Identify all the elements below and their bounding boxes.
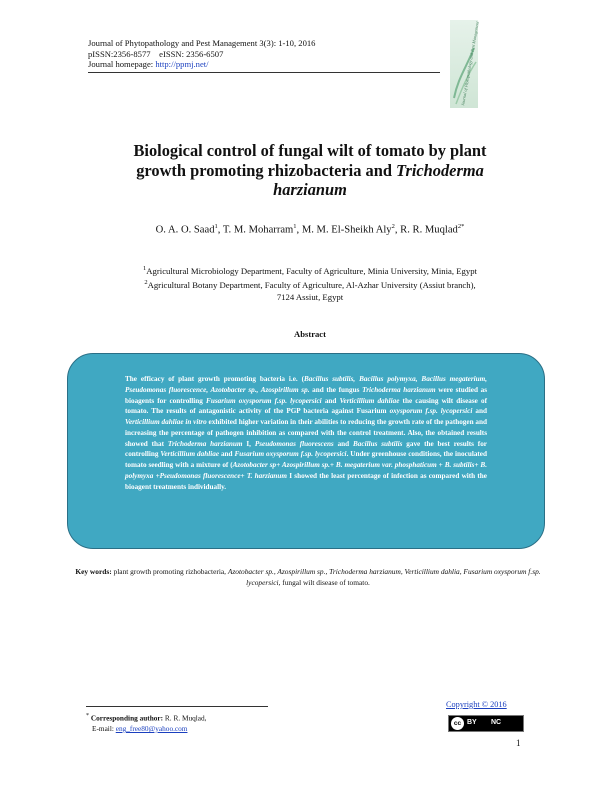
abstract-span: I, [242,439,255,448]
copyright-link[interactable]: Copyright © 2016 [446,700,507,709]
title-species-2: harzianum [273,180,347,199]
abstract-species: Azotobacter sp+ Azospirillum sp.+ B. megaterium var. phosphaticum + B. subtilis+ B. polymyxa +Pseudomonas fluorescence+ T. harzianum [125,461,487,480]
title-line-2 [60,161,560,181]
journal-logo [446,18,482,110]
corr-label: Corresponding author: [89,713,164,723]
abstract-span: and [219,450,235,459]
email-label: E-mail: [92,724,116,734]
logo-wordmark: Journal of Phytopathology and Pest Management [460,21,480,107]
abstract-span: gave the best results for controlling [125,439,487,459]
keywords-text: plant growth promoting rizhobacteria, [111,567,228,576]
abstract-species: Verticillium dahliae in vitro [125,418,207,426]
author-affil: 1 [214,223,218,230]
author-affil: 1 [293,223,297,230]
abstract-species: Trichoderma harzianum [362,385,436,394]
title-species: Trichoderma [396,160,484,180]
abstract-species: Verticillium dahliae [160,450,220,459]
email-link[interactable]: eng_free80@yahoo.com [115,724,188,734]
affiliations [60,263,560,303]
title-line-1: Biological control of fungal wilt of tomato by plant [133,141,487,160]
abstract-species: Pseudomonas fluorescens [254,439,334,448]
affil-text: Agricultural Botany Department, Faculty of Agriculture, Al-Azhar University (Assiut branch), [147,280,476,291]
author: M. M. El-Sheikh Aly [301,224,392,236]
journal-header [88,38,315,70]
keywords-species: Azotobacter sp., Azospirillum sp., Trichoderma harzianum, Verticillium dahlia, Fusarium oxysporum f.sp. lycopersici, [227,567,541,587]
author: O. A. O. Saad [155,224,215,236]
abstract-span: and the fungus [309,385,363,394]
cc-by-label: BY [467,719,477,726]
abstract-species: Fusarium oxysporum f.sp. lycopersici [206,396,322,405]
affiliation-2 [60,277,560,291]
author: T. M. Moharram [222,224,294,236]
affil-text: Agricultural Microbiology Department, Faculty of Agriculture, Minia University, Minia, Egypt [146,265,477,276]
title-text: growth promoting rhizobacteria and [136,160,397,180]
abstract-span: the causing wilt disease of tomato. The results of antagonistic activity of the PGP bacteria against Fusarium [125,396,487,416]
abstract-span: . Under greenhouse conditions, the inoculated tomato seedling with a mixture of ( [125,450,487,469]
abstract-span: were studied as bioagents for controlling [125,385,487,405]
corr-line [86,711,207,724]
email-line [86,724,207,735]
abstract-species: Trichoderma harzianum [167,439,243,448]
issn-print: pISSN:2356-8577 [88,48,151,59]
abstract-span: and [333,439,354,448]
header-rule [88,72,440,73]
author-list: O. A. O. Saad$^1$, T. M. Moharram$^1$, M. M. El-Sheikh Aly$^2$, R. R. Muqlad$^{2*}$ [155,223,465,236]
corr-sup: * [86,713,90,719]
affiliation-2-cont: 7124 Assiut, Egypt [276,291,344,302]
author-affil: 2* [457,223,465,230]
title-line-3 [60,180,560,200]
abstract-span: I showed the least percentage of infection as compared with the bioagent treatments individually. [125,471,487,491]
keywords-text: fungal wilt disease of tomato. [280,578,370,587]
homepage-label: Journal homepage: [88,59,156,70]
abstract-text [125,374,487,492]
abstract-species: Fusarium oxysporum f.sp. lycopersici [234,450,347,459]
cc-logo-icon: cc [451,717,464,730]
issn-online: eISSN: 2356-6507 [159,48,224,59]
journal-citation: Journal of Phytopathology and Pest Management 3(3): 1-10, 2016 [88,38,316,48]
author-affil: 2 [391,223,395,230]
affil-sup: 1 [143,265,147,272]
abstract-span: and [472,407,488,416]
abstract-species: oxysporum f.sp. lycopersici [389,407,473,416]
keywords-label: Key words: [75,567,112,576]
paper-title [60,141,560,200]
abstract-species: Bacillus subtilis, Bacillus polymyxa, Bacillus megaterium, Pseudomonas fluorescence, Azotobacter sp., Azospirillum sp. [125,375,487,394]
author: R. R. Muqlad [400,224,458,236]
abstract-heading: Abstract [294,329,326,339]
affil-sup: 2 [144,279,148,287]
affiliation-1 [60,263,560,277]
keywords [70,566,546,588]
journal-homepage [88,59,315,70]
cc-license-badge[interactable] [448,715,524,732]
footnote-rule [86,706,268,707]
abstract-span: exhibited higher variation in their abilities to reducing the growth rate of the pathogen and increasing the percentage of pathogen inhibition as compared with the control treatment. Also, the obtained results showed that [125,418,487,448]
corr-name: R. R. Muqlad, [163,713,207,723]
abstract-span: and [321,396,340,405]
abstract-species: Bacillus subtilis [353,439,403,448]
homepage-link[interactable]: http://ppmj.net/ [155,59,209,70]
corresponding-author [86,711,207,735]
cc-nc-label: NC [491,719,502,726]
abstract-species: Verticillium dahliae [339,396,400,405]
abstract-span: The efficacy of plant growth promoting bacteria i.e. ( [125,375,304,383]
page-number: 1 [516,738,521,748]
journal-issn [88,49,315,60]
